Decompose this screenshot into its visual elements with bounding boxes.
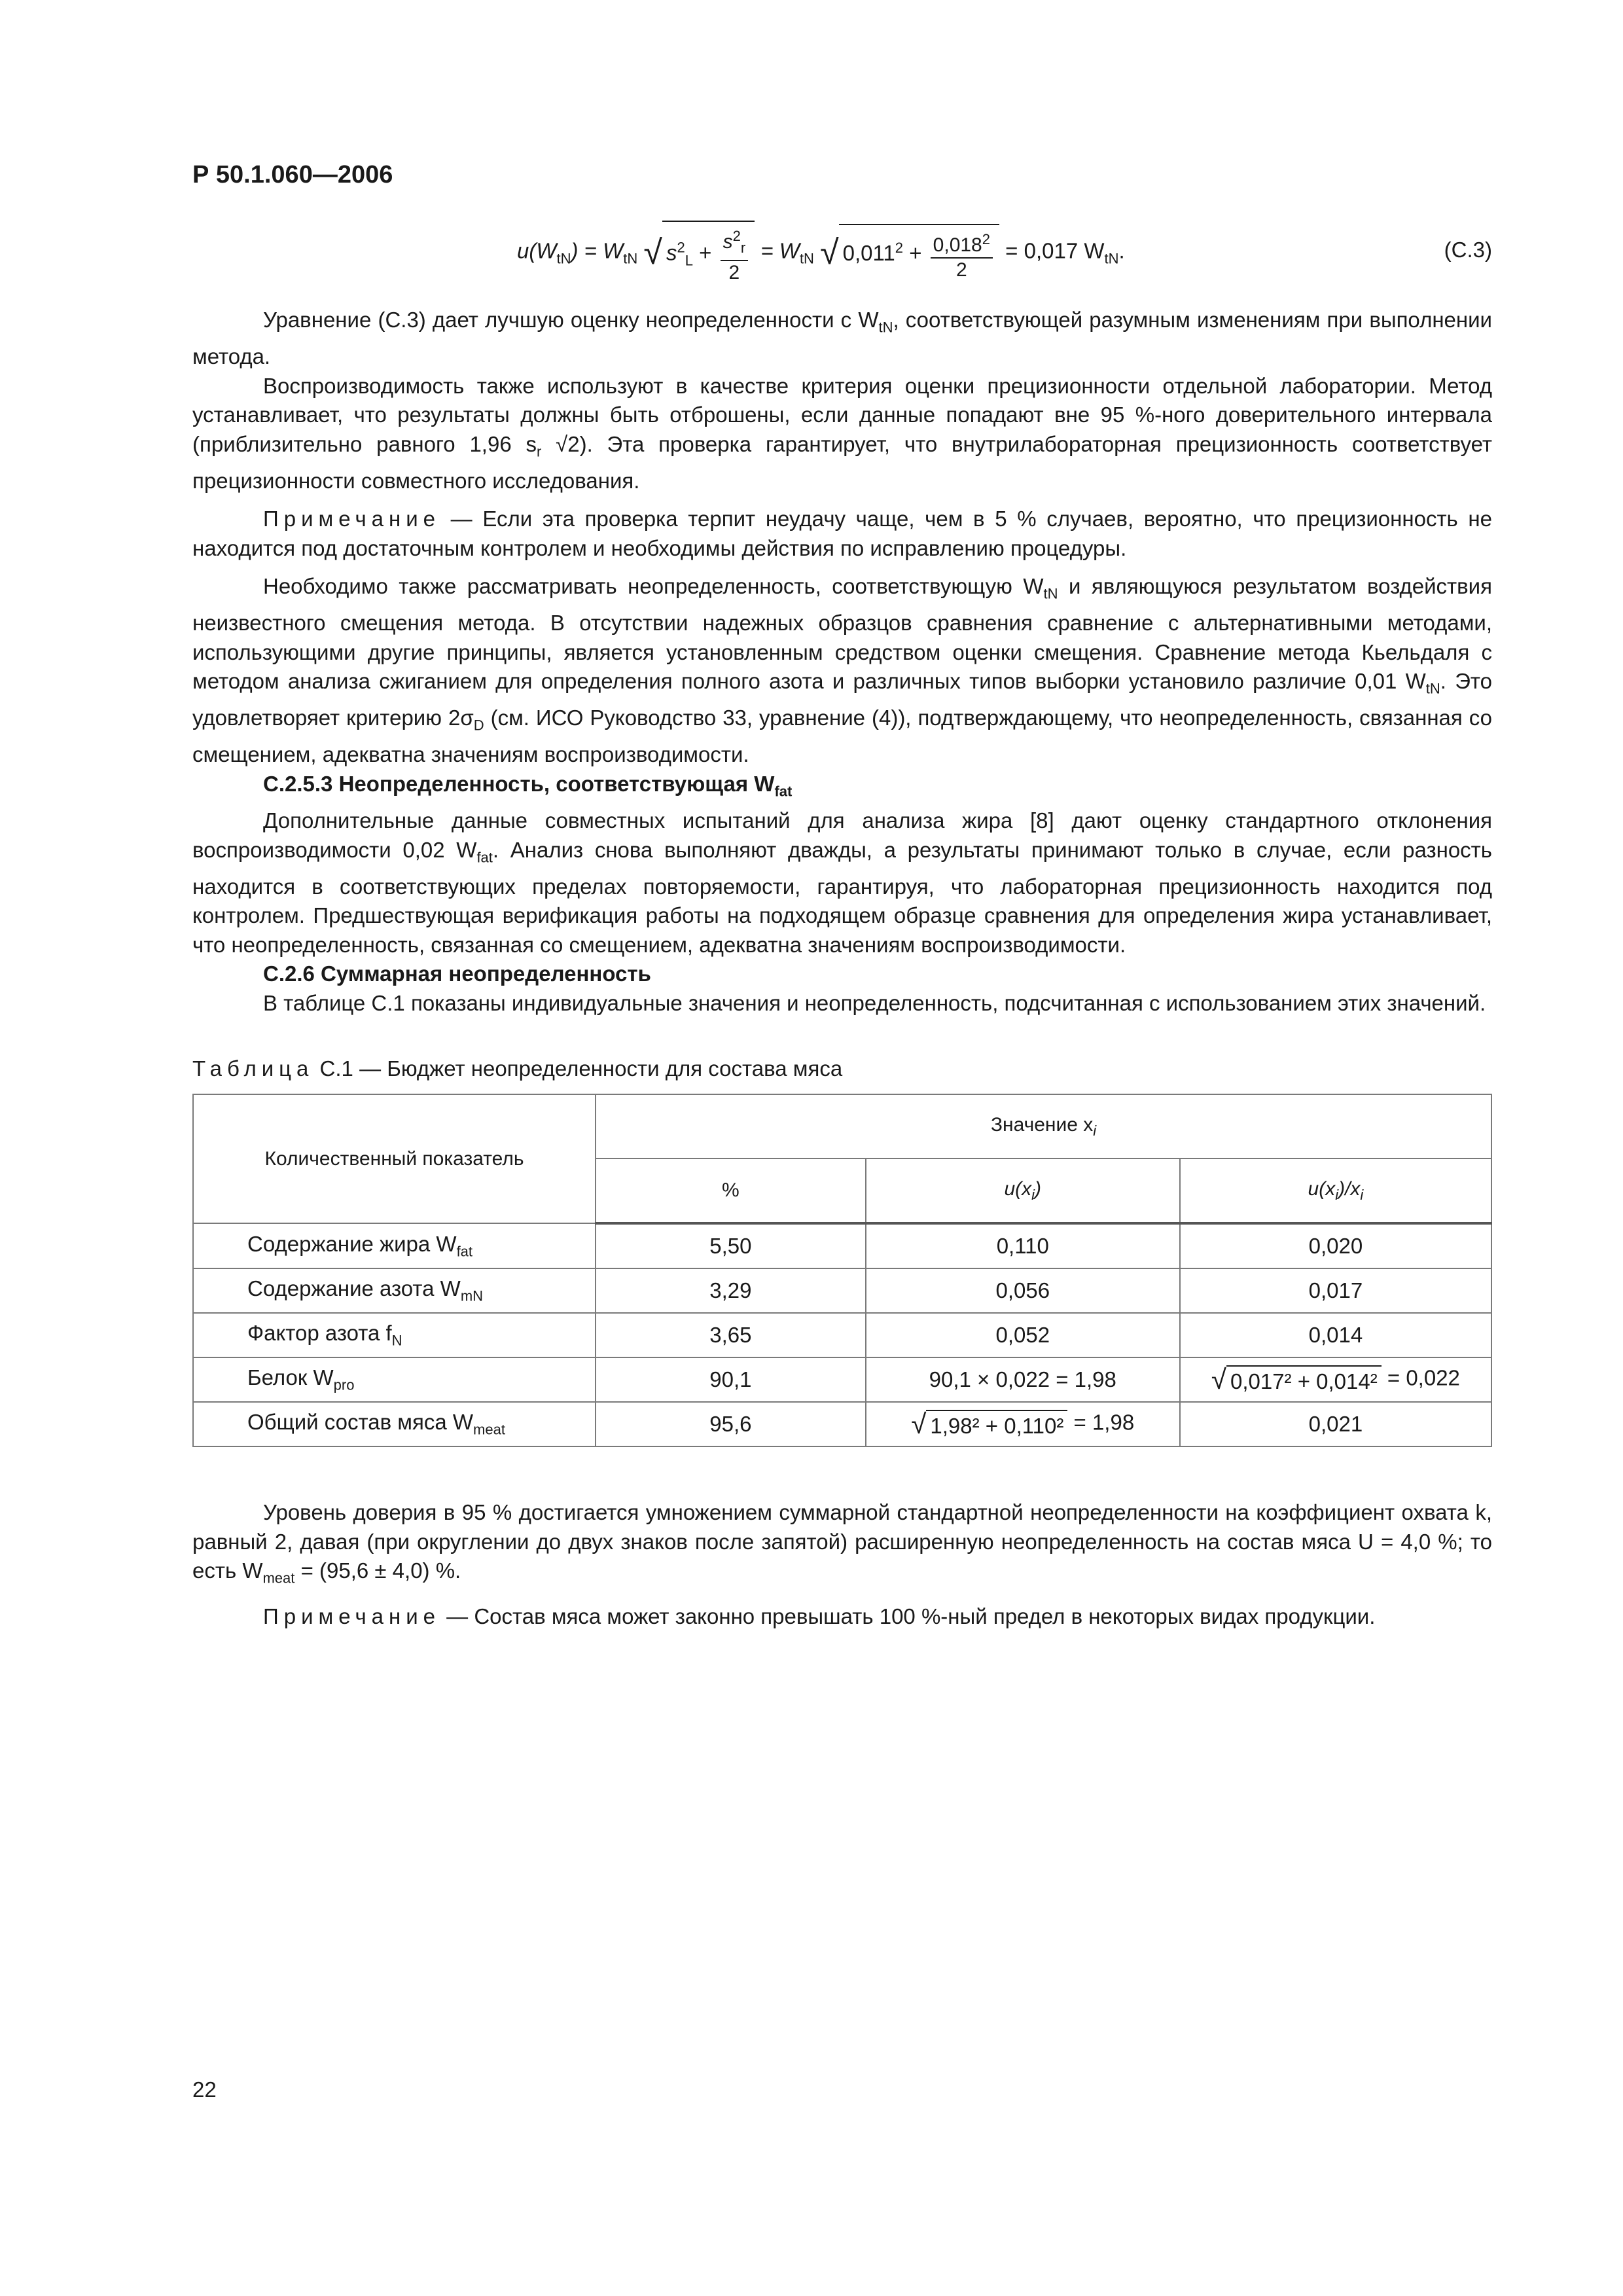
paragraph: Уравнение (С.3) дает лучшую оценку неопределенности с $W_{tN}$, соответствующей разумным изменениям при выполнении метода. <box>192 308 1492 369</box>
row-percent: 3,29 <box>596 1268 866 1313</box>
document-header: Р 50.1.060—2006 <box>192 161 393 188</box>
row-uncertainty: 0,052 <box>866 1313 1180 1357</box>
table-header-percent: % <box>596 1158 866 1223</box>
table-header-value-group: Значение $x_i$ <box>596 1094 1491 1158</box>
table-row <box>193 1268 1491 1313</box>
note: Примечание — Если эта проверка терпит неудачу чаще, чем в 5 % случаев, вероятно, что прецизионность не находится под достаточным контролем и необходимы действия по исправлению процедуры. <box>192 507 1492 560</box>
row-name: Содержание жира $W_{fat}$ <box>193 1223 596 1268</box>
row-name: Содержание азота $W_{mN}$ <box>193 1268 596 1313</box>
note-label: Примечание <box>263 1604 441 1629</box>
fraction: $\frac{0,018^2}{2}$ <box>931 228 993 282</box>
radicand-2: 0,011$^2$ + $\frac{0,018^2}{2}$ <box>839 224 999 282</box>
equation-c3 <box>192 211 1492 296</box>
radical-sign: √ <box>820 234 839 272</box>
row-uncertainty: 0,056 <box>866 1268 1180 1313</box>
row-relative: 0,020 <box>1180 1223 1491 1268</box>
row-uncertainty: √ 1,98² + 0,110² = 1,98 <box>866 1402 1180 1446</box>
table-row <box>193 1357 1491 1402</box>
row-relative: 0,014 <box>1180 1313 1491 1357</box>
paragraph: В таблице С.1 показаны индивидуальные значения и неопределенность, подсчитанная с использованием этих значений. <box>263 990 1486 1015</box>
section-heading: С.2.5.3 Неопределенность, соответствующая $W_{fat}$ <box>263 771 793 800</box>
row-uncertainty: 0,110 <box>866 1223 1180 1268</box>
equation-number: (С.3) <box>1444 238 1492 262</box>
note: Примечание — Состав мяса может законно превышать 100 %-ный предел в некоторых видах продукции. <box>263 1604 1376 1629</box>
table-row <box>193 1223 1491 1268</box>
radical-sign: √ <box>643 234 662 272</box>
row-name: Белок $W_{pro}$ <box>193 1357 596 1402</box>
paragraph: Необходимо также рассматривать неопределенность, соответствующую $W_{tN}$ и являющуюся результатом воздействия неизвестного смещения метода. В отсутствии надежных образцов сравнения сравнение с альтернативными методами, использующими другие принципы, является установленным средством оценки смещения. Сравнение метода Кьельдаля с методом анализа сжиганием для определения полного азота и различных типов выборки установило различие 0,01 $W_{tN}$. Это удовлетворяет критерию $2\sigma_D$ (см. ИСО Руководство 33, уравнение (4)), подтверждающему, что неопределенность, связанная со смещением, адекватна значениям воспроизводимости. <box>192 574 1493 767</box>
row-name: Фактор азота $f_N$ <box>193 1313 596 1357</box>
note-label: Примечание <box>263 507 441 531</box>
row-name: Общий состав мяса $W_{meat}$ <box>193 1402 596 1446</box>
row-relative: 0,017 <box>1180 1268 1491 1313</box>
row-uncertainty: 90,1 × 0,022 = 1,98 <box>866 1357 1180 1402</box>
table-caption: Таблица С.1 — Бюджет неопределенности для состава мяса <box>192 1056 843 1081</box>
fraction: $\frac{s^2_r}{2}$ <box>721 224 749 285</box>
table-header-relative-uncertainty: $u(x_i)/x_i$ <box>1180 1158 1491 1223</box>
page-content <box>192 161 1492 1632</box>
paragraph: Дополнительные данные совместных испытаний для анализа жира [8] дают оценку стандартного отклонения воспроизводимости 0,02 $W_{fat}$. Анализ снова выполняют дважды, а результаты принимают только в случае, если разность находится в соответствующих пределах повторяемости, гарантируя, что лабораторная прецизионность находится под контролем. Предшествующая верификация работы на подходящем образце сравнения для определения жира устанавливает, что неопределенность, связанная со смещением, адекватна значениям воспроизводимости. <box>192 808 1492 957</box>
row-percent: 90,1 <box>596 1357 866 1402</box>
row-percent: 3,65 <box>596 1313 866 1357</box>
paragraph: Воспроизводимость также используют в качестве критерия оценки прецизионности отдельной лаборатории. Метод устанавливает, что результаты должны быть отброшены, если данные попадают вне 95 %-ного доверительного интервала (приблизительно равного 1,96 $s_r$ √2). Эта проверка гарантирует, что внутрилабораторная прецизионность соответствует прецизионности совместного исследования. <box>192 373 1492 493</box>
table-row <box>193 1313 1491 1357</box>
table-row <box>193 1402 1491 1446</box>
table-header-quantity: Количественный показатель <box>193 1094 596 1223</box>
section-heading: С.2.6 Суммарная неопределенность <box>263 961 651 986</box>
row-percent: 5,50 <box>596 1223 866 1268</box>
page-number: 22 <box>192 2077 217 2102</box>
paragraph: Уровень доверия в 95 % достигается умножением суммарной стандартной неопределенности на коэффициент охвата k, равный 2, давая (при округлении до двух знаков после запятой) расширенную неопределенность на состав мяса U = 4,0 %; то есть $W_{meat} = (95,6 \pm 4,0)$ %. <box>192 1500 1492 1587</box>
radicand-1: $s^2_L$ + $\frac{s^2_r}{2}$ <box>662 221 755 285</box>
row-relative: 0,021 <box>1180 1402 1491 1446</box>
row-percent: 95,6 <box>596 1402 866 1446</box>
row-relative: √ 0,017² + 0,014² = 0,022 <box>1180 1357 1491 1402</box>
uncertainty-budget-table <box>192 1094 1492 1447</box>
table-header-uncertainty: $u(x_i)$ <box>866 1158 1180 1223</box>
equation-body: $u(W_{tN}) = W_{tN}$ √ $s^2_L$ + $\frac{s^2_r}{2}$ = $W_{tN}$ √ 0,011$^2$ + $\frac{0,018^2}{2}$ = 0,017 $W_{tN}$. <box>517 221 1125 285</box>
